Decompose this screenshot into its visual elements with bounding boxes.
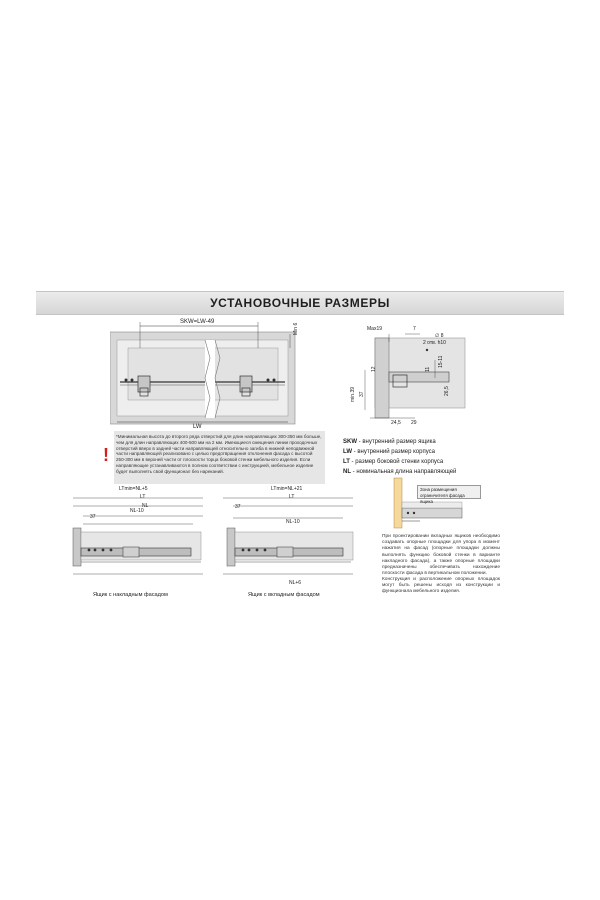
left-nl10-label: NL-10 — [130, 508, 144, 514]
zone-label-box: Зона размещения ограничителя фасада ящика — [417, 485, 481, 499]
hole-diameter-label: ∅ 8 — [435, 333, 444, 339]
right-lt-label: LT — [289, 494, 295, 500]
note-text: *Минимальная высота до второго ряда отверстий для длин направляющих 300-350 мм больше, чем для длин направляющих 400-500 мм на 2 мм. Имеющиеся смещения линии проходочных отверстий вверх в задней части направляющей относительно загиба в нижней неподвижной части направляющей реализовано с целью предотвращения отклонения фасада с высотой 250-300 мм в верхней части от плоскости торца боковой стенки мебельного изделия. Если направляющие устанавливаются в полном соответствии с инструкцией, мебельное изделие будет выполнять свой функционал без нареканий. — [116, 434, 322, 474]
dim15-11-label: 15-11 — [438, 355, 444, 368]
legend-item: SKW - внутренний размер ящика — [343, 439, 436, 445]
dim11-label: 11 — [425, 366, 431, 372]
right-nl10-label: NL-10 — [286, 519, 300, 525]
page-title: УСТАНОВОЧНЫЕ РАЗМЕРЫ — [210, 296, 390, 310]
side-section-diagram — [345, 330, 475, 430]
overlay-front-drawer-diagram — [63, 488, 213, 583]
legend-item: LT - размер боковой стенки корпуса — [343, 459, 444, 465]
holes-label: 2 отв. h10 — [423, 340, 446, 346]
skw-label: SKW=LW-49 — [180, 319, 215, 325]
min39-label: min.39 — [350, 386, 356, 402]
dim29-label: 29 — [411, 420, 417, 426]
warning-icon: ! — [103, 445, 109, 465]
lw-label: LW — [193, 424, 202, 430]
top-cabinet-diagram — [110, 318, 315, 430]
left-dim37-label: 37 — [90, 514, 96, 520]
installation-note — [103, 431, 325, 484]
right-ltmin-label: LTmin=NL+21 — [271, 486, 303, 492]
dim37-label: 37 — [359, 391, 365, 397]
design-paragraph: При проектировании вкладных ящиков необходимо создавать опорные площадки для упора в момент нажатия на фасад (опорные площадки должны выполнять функцию боковой стенки в варианте накладного фасада), а также опорные площадки предназначены обеспечивать нахождение плоскости фасада в вертикальном положении. — [382, 534, 500, 577]
left-ltmin-label: LTmin=NL+5 — [119, 486, 148, 492]
dim7-label: 7 — [413, 326, 416, 332]
right-dim37-label: 37 — [235, 504, 241, 510]
abbreviation-legend — [343, 437, 456, 477]
min6-label: Min 6 — [293, 322, 299, 335]
left-drawer-caption: Ящик с накладным фасадом — [93, 592, 168, 598]
inset-front-drawer-diagram — [213, 488, 363, 583]
dim24-5-label: 24,5 — [391, 420, 401, 426]
left-lt-label: LT — [140, 494, 146, 500]
right-nl6-label: NL+6 — [289, 580, 302, 586]
dim26-5-label: 26,5 — [444, 386, 450, 396]
dim12-label: 12 — [371, 366, 377, 372]
construction-paragraph: Конструкция и расположение опорных площадок могут быть решены исходя из конструкции и функционала мебельного изделия. — [382, 577, 500, 595]
legend-item: NL - номинальная длина направляющей — [343, 469, 457, 475]
legend-item: LW - внутренний размер корпуса — [343, 449, 435, 455]
title-bar — [36, 291, 564, 315]
right-drawer-caption: Ящик с вкладным фасадом — [248, 592, 320, 598]
max19-label: Max19 — [367, 326, 383, 332]
left-nl-label: NL — [142, 503, 149, 509]
